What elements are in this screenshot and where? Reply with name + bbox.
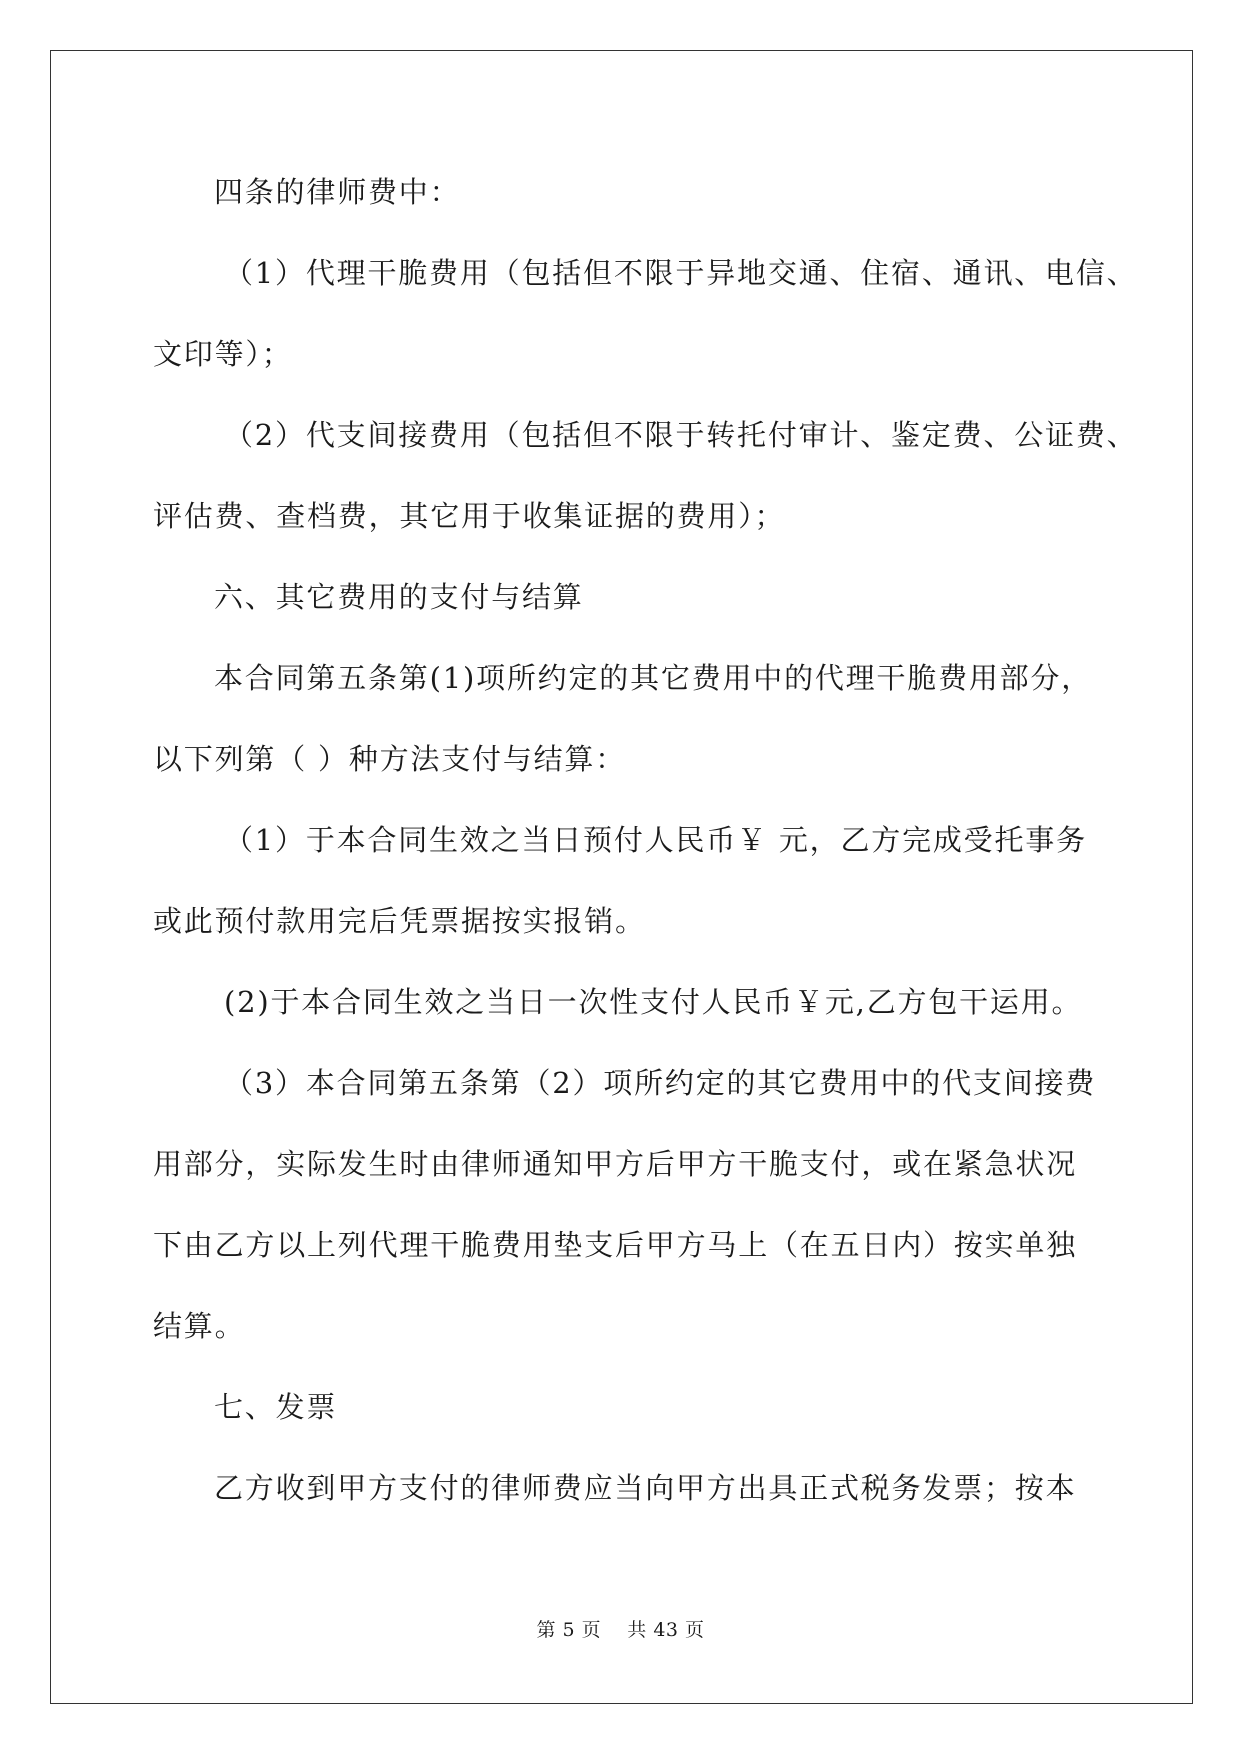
paragraph-line: 结算。	[153, 1309, 246, 1343]
page-border	[50, 50, 1193, 1704]
section-heading: 六、其它费用的支付与结算	[214, 580, 584, 614]
paragraph-line: 乙方收到甲方支付的律师费应当向甲方出具正式税务发票；按本	[214, 1471, 1077, 1505]
paragraph-line: （2）代支间接费用（包括但不限于转托付审计、鉴定费、公证费、	[224, 418, 1138, 452]
paragraph-line: 以下列第（ ）种方法支付与结算：	[153, 742, 627, 776]
paragraph-line: 评估费、查档费，其它用于收集证据的费用）；	[153, 499, 786, 533]
paragraph-line: 本合同第五条第(1)项所约定的其它费用中的代理干脆费用部分，	[214, 661, 1093, 695]
paragraph-line: (2)于本合同生效之当日一次性支付人民币￥元,乙方包干运用。	[224, 985, 1083, 1019]
paragraph-line: （1）于本合同生效之当日预付人民币￥ 元，乙方完成受托事务	[224, 823, 1087, 857]
page-number-footer: 第 5 页 共 43 页	[536, 1619, 705, 1641]
paragraph-line: （3）本合同第五条第（2）项所约定的其它费用中的代支间接费	[224, 1066, 1097, 1100]
section-heading: 七、发票	[214, 1390, 338, 1424]
paragraph-line: 或此预付款用完后凭票据按实报销。	[153, 904, 646, 938]
paragraph-line: 文印等）；	[153, 337, 293, 371]
paragraph-line: （1）代理干脆费用（包括但不限于异地交通、住宿、通讯、电信、	[224, 256, 1138, 290]
paragraph-line: 下由乙方以上列代理干脆费用垫支后甲方马上（在五日内）按实单独	[153, 1228, 1078, 1262]
paragraph-line: 四条的律师费中：	[214, 175, 461, 209]
paragraph-line: 用部分，实际发生时由律师通知甲方后甲方干脆支付，或在紧急状况	[153, 1147, 1078, 1181]
